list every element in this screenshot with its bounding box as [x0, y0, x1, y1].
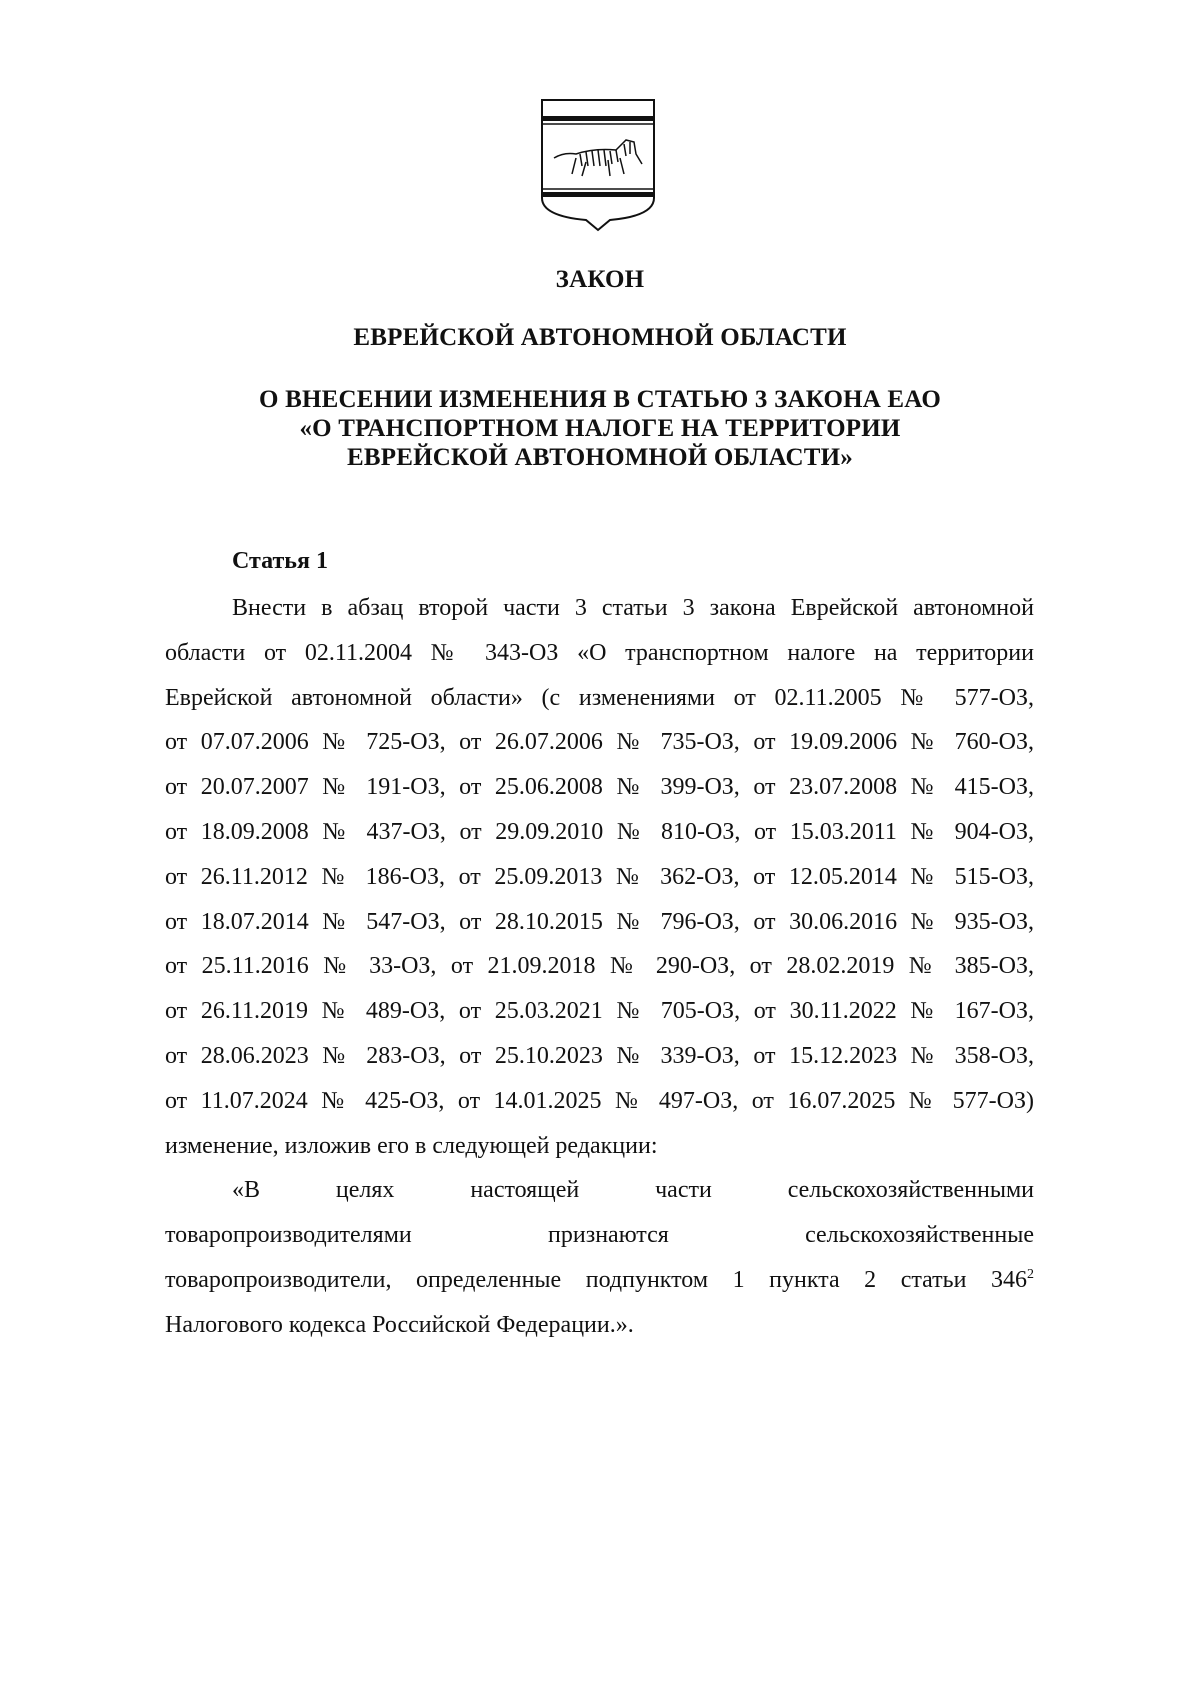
article-heading: Статья 1 — [232, 548, 328, 574]
body-line: Внести в абзац второй части 3 статьи 3 закона Еврейской автономной — [232, 595, 1034, 621]
subject-line: «О ТРАНСПОРТНОМ НАЛОГЕ НА ТЕРРИТОРИИ — [299, 415, 901, 442]
body-line: от 18.07.2014 № 547-ОЗ, от 28.10.2015 № 796-ОЗ, от 30.06.2016 № 935-ОЗ, — [165, 908, 1034, 935]
body-line: от 11.07.2024 № 425-ОЗ, от 14.01.2025 № 497-ОЗ, от 16.07.2025 № 577-ОЗ) — [165, 1087, 1034, 1114]
body-line: от 26.11.2012 № 186-ОЗ, от 25.09.2013 № 362-ОЗ, от 12.05.2014 № 515-ОЗ, — [165, 863, 1034, 890]
body-line: от 28.06.2023 № 283-ОЗ, от 25.10.2023 № 339-ОЗ, от 15.12.2023 № 358-ОЗ, — [165, 1042, 1034, 1069]
body-line: от 07.07.2006 № 725-ОЗ, от 26.07.2006 № 735-ОЗ, от 19.09.2006 № 760-ОЗ, — [165, 729, 1034, 756]
quote-line-text: товаропроизводители, определенные подпунктом 1 пункта 2 статьи 346 — [165, 1266, 1027, 1293]
subject-line: О ВНЕСЕНИИ ИЗМЕНЕНИЯ В СТАТЬЮ 3 ЗАКОНА ЕАО — [259, 386, 941, 413]
quote-line — [165, 1258, 1034, 1303]
article-body — [165, 586, 1034, 1348]
quote-line: «В целях настоящей части сельскохозяйственными — [232, 1177, 1034, 1204]
quote-line: товаропроизводителями признаются сельскохозяйственные — [165, 1222, 1034, 1249]
document-subject — [0, 385, 1200, 472]
body-line: Еврейской автономной области» (с изменениями от 02.11.2005 № 577-ОЗ, — [165, 684, 1034, 711]
document-authority: ЕВРЕЙСКОЙ АВТОНОМНОЙ ОБЛАСТИ — [353, 324, 847, 351]
body-line: от 25.11.2016 № 33-ОЗ, от 21.09.2018 № 290-ОЗ, от 28.02.2019 № 385-ОЗ, — [165, 953, 1034, 980]
coat-of-arms-tiger-icon — [540, 98, 656, 232]
quote-line: Налогового кодекса Российской Федерации.». — [165, 1311, 634, 1338]
document-type: ЗАКОН — [555, 266, 645, 293]
body-line: от 26.11.2019 № 489-ОЗ, от 25.03.2021 № 705-ОЗ, от 30.11.2022 № 167-ОЗ, — [165, 998, 1034, 1025]
subject-line: ЕВРЕЙСКОЙ АВТОНОМНОЙ ОБЛАСТИ» — [347, 444, 853, 471]
body-line: области от 02.11.2004 № 343-ОЗ «О транспортном налоге на территории — [165, 639, 1034, 666]
body-line: от 20.07.2007 № 191-ОЗ, от 25.06.2008 № 399-ОЗ, от 23.07.2008 № 415-ОЗ, — [165, 774, 1034, 801]
body-line: изменение, изложив его в следующей редакции: — [165, 1132, 658, 1159]
superscript: 2 — [1027, 1266, 1034, 1282]
body-line: от 18.09.2008 № 437-ОЗ, от 29.09.2010 № 810-ОЗ, от 15.03.2011 № 904-ОЗ, — [165, 818, 1034, 845]
